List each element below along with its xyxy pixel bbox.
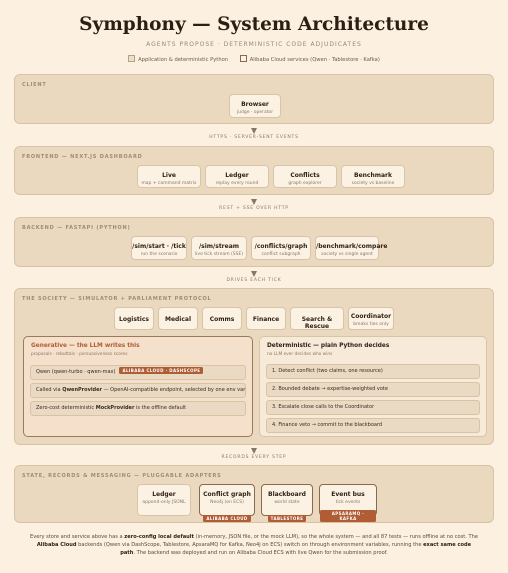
qwenprovider-pre: Called via <box>36 387 63 393</box>
box-sub: append-only JSONL <box>142 500 186 505</box>
generative-title: Generative — the LLM writes this <box>31 343 140 349</box>
frontend-benchmark-box <box>341 165 405 188</box>
mockprovider-post: is the offline default <box>134 405 187 411</box>
box-sub: graph explorer <box>288 181 322 186</box>
box-sub: society vs single agent <box>321 252 373 257</box>
backend-benchmark-box <box>315 236 388 260</box>
footer-b3: exact same code path <box>120 542 472 557</box>
connector-label: REST + SSE OVER HTTP <box>219 206 289 211</box>
arrow-down-icon <box>251 128 257 134</box>
agent-title: Comms <box>209 316 235 323</box>
box-sub: replay every round <box>215 181 259 186</box>
qwenprovider-item <box>30 383 246 398</box>
agent-title: Medical <box>164 316 192 323</box>
mockprovider-pre: Zero-cost deterministic <box>36 405 96 411</box>
backend-layer-label: BACKEND — FASTAPI (PYTHON) <box>22 225 131 231</box>
frontend-layer-label: FRONTEND — NEXT.JS DASHBOARD <box>22 154 143 160</box>
step-item: 3. Escalate close calls to the Coordinator <box>266 400 480 415</box>
agent-comms-box <box>202 307 242 330</box>
box-title: Event bus <box>331 491 365 498</box>
backend-start-box <box>131 236 187 260</box>
backend-layer <box>14 217 494 267</box>
box-sub: conflict subgraph <box>261 252 301 257</box>
state-conflict-graph-box <box>199 484 255 521</box>
society-layer <box>14 288 494 445</box>
mockprovider-bold: MockProvider <box>95 405 135 411</box>
footer-p3: backends (Qwen via DashScope, Tablestore, ApsaraMQ for Kafka, Neo4j on ECS) switch on through environment variables, running the <box>76 542 424 549</box>
agent-title: Search & Rescue <box>301 316 333 330</box>
box-title: Blackboard <box>268 491 306 498</box>
page-subtitle: AGENTS PROPOSE · DETERMINISTIC CODE ADJUDICATES <box>146 41 362 48</box>
footer-p2: (in-memory, JSON file, or the mock LLM), so the whole system — and all 87 tests — runs offline at no cost. The <box>193 534 478 540</box>
legend <box>0 55 508 63</box>
arrow-down-icon <box>251 199 257 205</box>
page-title: Symphony — System Architecture <box>79 14 429 35</box>
agent-logistics-box <box>114 307 154 330</box>
frontend-conflicts-box <box>273 165 337 188</box>
client-layer <box>14 74 494 124</box>
footer-b1: zero-config local default <box>124 534 194 540</box>
mockprovider-item <box>30 401 246 416</box>
box-title: Live <box>162 172 176 179</box>
step-item: 2. Bounded debate → expertise-weighted vote <box>266 382 480 397</box>
agent-finance-box <box>246 307 286 330</box>
footer-note <box>30 533 478 558</box>
box-sub: Neo4j (on ECS) <box>210 500 244 505</box>
connector-label: HTTPS · SERVER-SENT EVENTS <box>209 135 299 140</box>
browser-title: Browser <box>241 101 269 108</box>
box-title: /benchmark/compare <box>316 243 388 250</box>
generative-sub: proposals · rebuttals · persuasiveness scores <box>31 352 128 357</box>
coordinator-box <box>348 307 394 330</box>
agent-search-rescue-box <box>290 307 344 330</box>
society-layer-label: THE SOCIETY — SIMULATOR + PARLIAMENT PROTOCOL <box>22 296 212 302</box>
generative-panel <box>23 336 253 437</box>
legend-label-app: Application & deterministic Python <box>138 57 229 63</box>
connector-label: DRIVES EACH TICK <box>226 278 282 283</box>
box-title: Conflicts <box>290 172 320 179</box>
box-sub: world state <box>274 500 300 505</box>
agent-medical-box <box>158 307 198 330</box>
footer-b2: Alibaba Cloud <box>36 542 77 549</box>
frontend-layer <box>14 146 494 195</box>
agent-title: Finance <box>252 316 280 323</box>
step-item: 1. Detect conflict (two claims, one resource) <box>266 364 480 379</box>
dashscope-tag: ALIBABA CLOUD · DASHSCOPE <box>119 367 203 374</box>
cloud-tag: ALIBABA CLOUD <box>203 515 250 522</box>
cloud-tag: TABLESTORE <box>268 515 307 522</box>
connector-label: RECORDS EVERY STEP <box>221 455 287 460</box>
backend-stream-box <box>191 236 247 260</box>
qwenprovider-bold: QwenProvider <box>62 387 102 393</box>
backend-conflicts-box <box>251 236 311 260</box>
qwen-text: Qwen (qwen-turbo · qwen-max) <box>36 369 116 375</box>
state-layer-label: STATE, RECORDS & MESSAGING — PLUGGABLE ADAPTERS <box>22 473 222 479</box>
footer-p1: Every store and service above has a <box>30 534 125 540</box>
box-sub: society vs baseline <box>351 181 395 186</box>
arrow-down-icon <box>251 271 257 277</box>
legend-item-app <box>128 55 228 63</box>
frontend-ledger-box <box>205 165 269 188</box>
box-title: /sim/start · /tick <box>132 243 186 250</box>
box-sub: tick events <box>335 500 361 505</box>
agent-title: Logistics <box>119 316 149 323</box>
step-item: 4. Finance veto → commit to the blackboard <box>266 418 480 433</box>
state-layer <box>14 465 494 523</box>
coordinator-sub: breaks ties only <box>353 322 389 327</box>
box-sub: live tick stream (SSE) <box>194 252 244 257</box>
coordinator-title: Coordinator <box>350 313 392 320</box>
qwenprovider-post: — OpenAI-compatible endpoint, selected by one env var <box>101 387 246 393</box>
box-title: Ledger <box>152 491 176 498</box>
box-title: Benchmark <box>354 172 392 179</box>
qwen-item <box>30 365 246 380</box>
arrow-down-icon <box>251 448 257 454</box>
legend-swatch-app <box>128 55 135 62</box>
browser-box <box>229 94 281 118</box>
box-title: Conflict graph <box>203 491 251 498</box>
deterministic-panel <box>259 336 487 437</box>
deterministic-sub: no LLM ever decides who wins <box>267 352 333 357</box>
legend-label-cloud: Alibaba Cloud services (Qwen · Tablestore · Kafka) <box>249 57 380 63</box>
footer-p4: . The backend was deployed and run on Alibaba Cloud ECS with live Qwen for the submission proof. <box>133 550 388 557</box>
cloud-tag: APSARAMQ · KAFKA <box>320 510 376 522</box>
browser-sub: judge · operator <box>236 110 274 115</box>
legend-item-cloud <box>240 55 380 63</box>
state-blackboard-box <box>261 484 313 521</box>
box-title: /conflicts/graph <box>254 243 308 250</box>
box-title: Ledger <box>225 172 249 179</box>
state-event-bus-box <box>319 484 377 521</box>
state-ledger-box <box>137 484 191 516</box>
box-sub: map + command matrix <box>141 181 197 186</box>
box-title: /sim/stream <box>198 243 240 250</box>
client-layer-label: CLIENT <box>22 82 47 88</box>
frontend-live-box <box>137 165 201 188</box>
deterministic-title: Deterministic — plain Python decides <box>267 343 390 349</box>
box-sub: run the scenario <box>140 252 178 257</box>
legend-swatch-cloud <box>240 55 247 62</box>
